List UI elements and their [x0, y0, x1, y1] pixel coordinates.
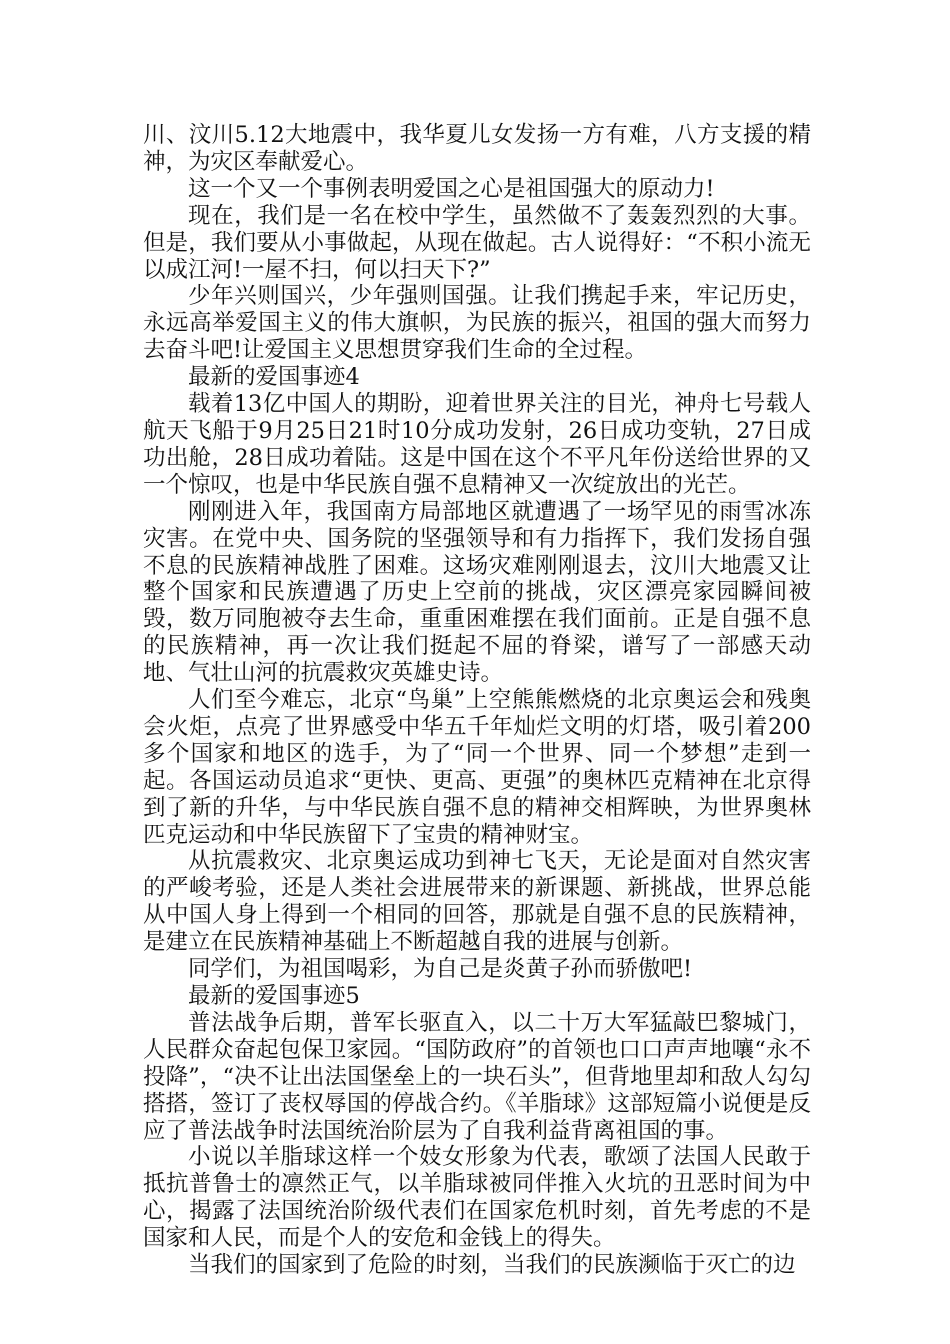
paragraph-11: 小说以羊脂球这样一个妓女形象为代表，歌颂了法国人民敢于抵抗普鲁士的凛然正气，以羊脂球被同伴推入火坑的丑恶时间为中心，揭露了法国统治阶级代表们在国家危机时刻，首先考虑的不是国家和人民，而是个人的安危和金钱上的得失。 [143, 1144, 811, 1252]
document-page [143, 122, 811, 1279]
paragraph-6: 刚刚进入年，我国南方局部地区就遭遇了一场罕见的雨雪冰冻灾害。在党中央、国务院的坚强领导和有力指挥下，我们发扬自强不息的民族精神战胜了困难。这场灾难刚刚退去，汶川大地震又让整个国家和民族遭遇了历史上空前的挑战，灾区漂亮家园瞬间被毁，数万同胞被夺去生命，重重困难摆在我们面前。正是自强不息的民族精神，再一次让我们挺起不屈的脊梁，谱写了一部感天动地、气壮山河的抗震救灾英雄史诗。 [143, 498, 811, 687]
paragraph-2: 这一个又一个事例表明爱国之心是祖国强大的原动力! [188, 175, 715, 202]
section-heading-5: 最新的爱国事迹5 [188, 983, 360, 1009]
paragraph-12: 当我们的国家到了危险的时刻，当我们的民族濒临于灭亡的边 [188, 1252, 796, 1279]
paragraph-9: 同学们，为祖国喝彩，为自己是炎黄子孙而骄傲吧! [188, 956, 693, 983]
paragraph-7: 人们至今难忘，北京“鸟巢”上空熊熊燃烧的北京奥运会和残奥会火炬，点亮了世界感受中华五千年灿烂文明的灯塔，吸引着200多个国家和地区的选手，为了“同一个世界、同一个梦想”走到一起。各国运动员追求“更快、更高、更强”的奥林匹克精神在北京得到了新的升华，与中华民族自强不息的精神交相辉映，为世界奥林匹克运动和中华民族留下了宝贵的精神财宝。 [143, 687, 811, 848]
paragraph-10: 普法战争后期，普军长驱直入，以二十万大军猛敲巴黎城门，人民群众奋起包保卫家园。“国防政府”的首领也口口声声地嚷“永不投降”，“决不让出法国堡垒上的一块石头”，但背地里却和敌人勾勾搭搭，签订了丧权辱国的停战合约。《羊脂球》这部短篇小说便是反应了普法战争时法国统治阶层为了自我利益背离祖国的事。 [143, 1009, 811, 1144]
section-heading-4: 最新的爱国事迹4 [188, 364, 360, 391]
paragraph-1: 川、汶川5.12大地震中，我华夏儿女发扬一方有难，八方支援的精神，为灾区奉献爱心。 [143, 122, 811, 175]
paragraph-5: 载着13亿中国人的期盼，迎着世界关注的目光，神舟七号载人航天飞船于9月25日21时10分成功发射，26日成功变轨，27日成功出舱，28日成功着陆。这是中国在这个不平凡年份送给世界的又一个惊叹，也是中华民族自强不息精神又一次绽放出的光芒。 [143, 391, 811, 498]
paragraph-8: 从抗震救灾、北京奥运成功到神七飞天，无论是面对自然灾害的严峻考验，还是人类社会进展带来的新课题、新挑战，世界总能从中国人身上得到一个相同的回答，那就是自强不息的民族精神，是建立在民族精神基础上不断超越自我的进展与创新。 [143, 848, 811, 956]
paragraph-3: 现在，我们是一名在校中学生，虽然做不了轰轰烈烈的大事。但是，我们要从小事做起，从现在做起。古人说得好：“不积小流无以成江河!一屋不扫，何以扫天下?” [143, 202, 811, 283]
paragraph-4: 少年兴则国兴，少年强则国强。让我们携起手来，牢记历史，永远高举爱国主义的伟大旗帜，为民族的振兴，祖国的强大而努力去奋斗吧!让爱国主义思想贯穿我们生命的全过程。 [143, 283, 811, 364]
